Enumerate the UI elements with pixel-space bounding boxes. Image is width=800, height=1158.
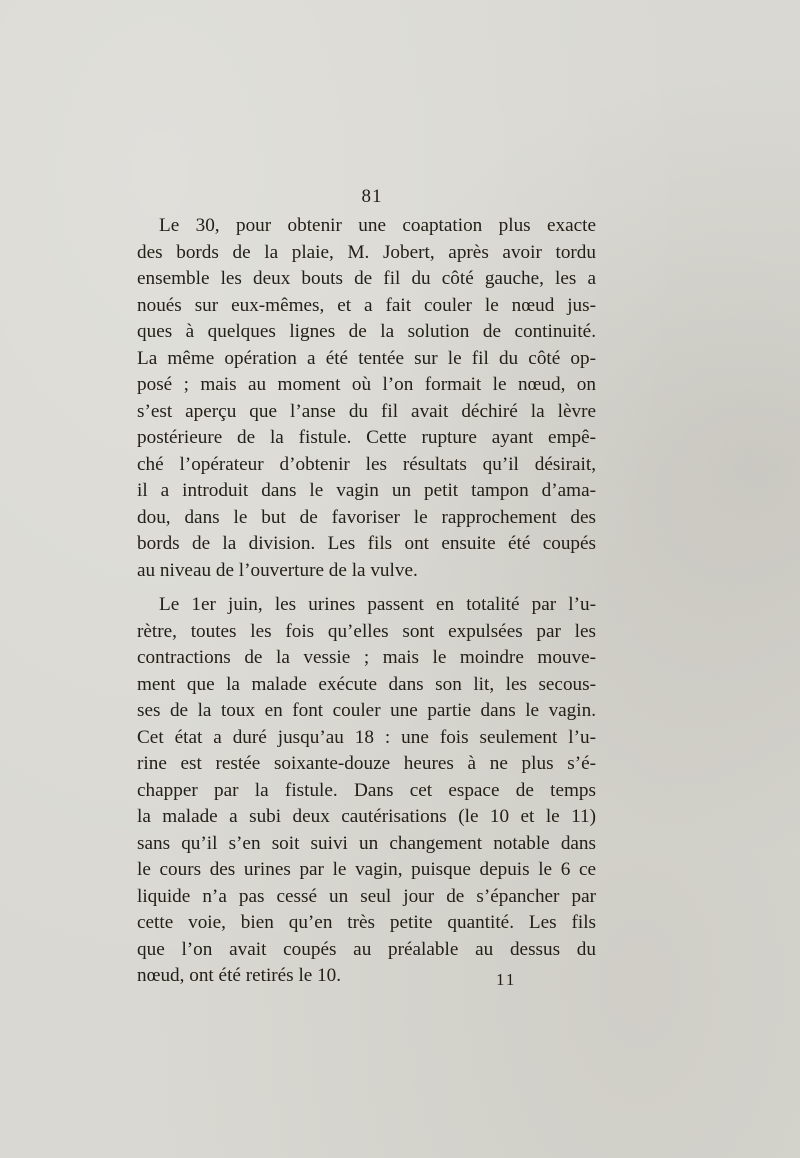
text-line: rètre, toutes les fois qu’elles sont expulsées par les — [137, 620, 596, 642]
text-line: nœud, ont été retirés le 10. — [137, 965, 342, 986]
text-line: bords de la division. Les fils ont ensuite été coupés — [137, 533, 596, 554]
text-line: contractions de la vessie ; mais le moindre mouve- — [137, 647, 596, 668]
text-line: dou, dans le but de favoriser le rapprochement des — [137, 506, 596, 528]
text-line: il a introduit dans le vagin un petit tampon d’ama- — [137, 480, 596, 501]
text-line: le cours des urines par le vagin, puisque depuis le 6 ce — [137, 859, 596, 880]
body-text — [137, 213, 596, 990]
text-line: La même opération a été tentée sur le fil du côté op- — [137, 347, 596, 369]
text-line: Le 30, pour obtenir une coaptation plus exacte — [159, 215, 596, 236]
text-line: cette voie, bien qu’en très petite quantité. Les fils — [137, 912, 596, 933]
text-line: ché l’opérateur d’obtenir les résultats qu’il désirait, — [137, 453, 596, 475]
text-line: liquide n’a pas cessé un seul jour de s’épancher par — [137, 885, 596, 907]
paragraph-gap — [137, 584, 596, 592]
text-line: Cet état a duré jusqu’au 18 : une fois seulement l’u- — [137, 726, 596, 748]
text-line: sans qu’il s’en soit suivi un changement notable dans — [137, 832, 596, 854]
text-line: au niveau de l’ouverture de la vulve. — [137, 559, 418, 581]
text-line: des bords de la plaie, M. Jobert, après avoir tordu — [137, 241, 596, 263]
text-line: la malade a subi deux cautérisations (le 10 et le 11) — [137, 806, 596, 827]
text-line: rine est restée soixante-douze heures à ne plus s’é- — [137, 753, 596, 774]
text-line: postérieure de la fistule. Cette rupture ayant empê- — [137, 427, 596, 448]
page-number: 81 — [361, 186, 383, 207]
text-line: ensemble les deux bouts de fil du côté gauche, les a — [137, 268, 596, 289]
text-line: chapper par la fistule. Dans cet espace de temps — [137, 779, 596, 801]
text-line: ses de la toux en font couler une partie dans le vagin. — [137, 700, 596, 721]
text-line: Le 1er juin, les urines passent en totalité par l’u- — [159, 594, 596, 615]
paragraph-2 — [137, 592, 596, 990]
text-line: posé ; mais au moment où l’on formait le nœud, on — [137, 374, 596, 395]
text-line: que l’on avait coupés au préalable au dessus du — [137, 938, 596, 960]
text-line: s’est aperçu que l’anse du fil avait déchiré la lèvre — [137, 400, 596, 422]
text-line: ment que la malade exécute dans son lit, les secous- — [137, 673, 596, 695]
signature-mark: 11 — [496, 970, 517, 989]
text-line: ques à quelques lignes de la solution de continuité. — [137, 321, 596, 342]
paragraph-1 — [137, 213, 596, 584]
text-line: noués sur eux-mêmes, et a fait couler le nœud jus- — [137, 294, 596, 316]
